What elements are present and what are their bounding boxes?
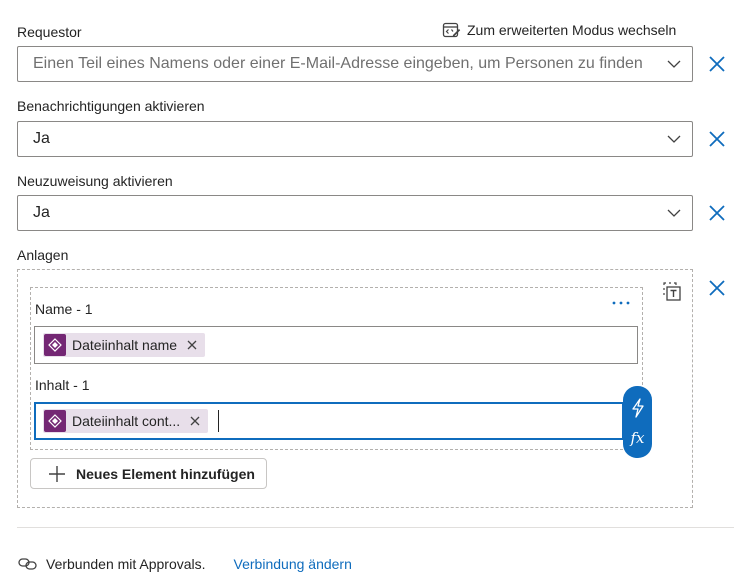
dynamic-content-token[interactable]: [43, 409, 208, 433]
attachments-label: Anlagen: [17, 247, 69, 263]
remove-attachments-close-icon[interactable]: [705, 276, 729, 300]
requestor-people-picker[interactable]: [17, 46, 693, 82]
remove-requestor-close-icon[interactable]: [705, 52, 729, 76]
requestor-label: Requestor: [17, 24, 82, 40]
chevron-down-icon[interactable]: [656, 196, 692, 230]
remove-token-close-icon[interactable]: [187, 340, 197, 350]
attachment-name-input[interactable]: [34, 326, 638, 364]
expression-fx-icon[interactable]: fx: [630, 428, 645, 447]
notifications-value: Ja: [33, 130, 50, 147]
switch-to-text-mode-icon[interactable]: [660, 279, 684, 303]
plus-icon: [48, 465, 66, 483]
connection-link-icon: [18, 556, 37, 572]
remove-reassignment-close-icon[interactable]: [705, 201, 729, 225]
reassignment-dropdown[interactable]: [17, 195, 693, 231]
chevron-down-icon[interactable]: [656, 122, 692, 156]
add-new-item-label: Neues Element hinzufügen: [76, 465, 255, 482]
connected-text: Verbunden mit Approvals.: [46, 556, 206, 572]
add-new-item-button[interactable]: [30, 458, 267, 489]
code-edit-icon: [441, 20, 461, 40]
change-connection-link[interactable]: Verbindung ändern: [233, 556, 352, 572]
token-label: Dateiinhalt cont...: [72, 413, 181, 429]
advanced-mode-button[interactable]: [441, 19, 676, 41]
power-apps-icon: [44, 410, 66, 432]
attachment-content-input[interactable]: [34, 402, 624, 440]
requestor-placeholder: Einen Teil eines Namens oder einer E-Mail-Adresse eingeben, um Personen zu finden: [33, 55, 643, 72]
reassignment-value: Ja: [33, 204, 50, 221]
connection-footer: [18, 554, 352, 574]
token-label: Dateiinhalt name: [72, 337, 178, 353]
ellipsis-icon[interactable]: [610, 296, 632, 310]
attachment-name-label: Name - 1: [35, 301, 93, 317]
divider: [17, 527, 734, 528]
dynamic-content-token[interactable]: [43, 333, 205, 357]
notifications-dropdown[interactable]: [17, 121, 693, 157]
remove-token-close-icon[interactable]: [190, 416, 200, 426]
remove-notifications-close-icon[interactable]: [705, 127, 729, 151]
text-cursor: [218, 410, 219, 432]
notifications-label: Benachrichtigungen aktivieren: [17, 98, 205, 114]
attachment-content-label: Inhalt - 1: [35, 377, 90, 393]
advanced-mode-label: Zum erweiterten Modus wechseln: [467, 22, 677, 38]
chevron-down-icon[interactable]: [656, 47, 692, 81]
reassignment-label: Neuzuweisung aktivieren: [17, 173, 173, 189]
power-apps-icon: [44, 334, 66, 356]
dynamic-content-pill: [623, 386, 652, 458]
lightning-icon[interactable]: [630, 398, 646, 418]
